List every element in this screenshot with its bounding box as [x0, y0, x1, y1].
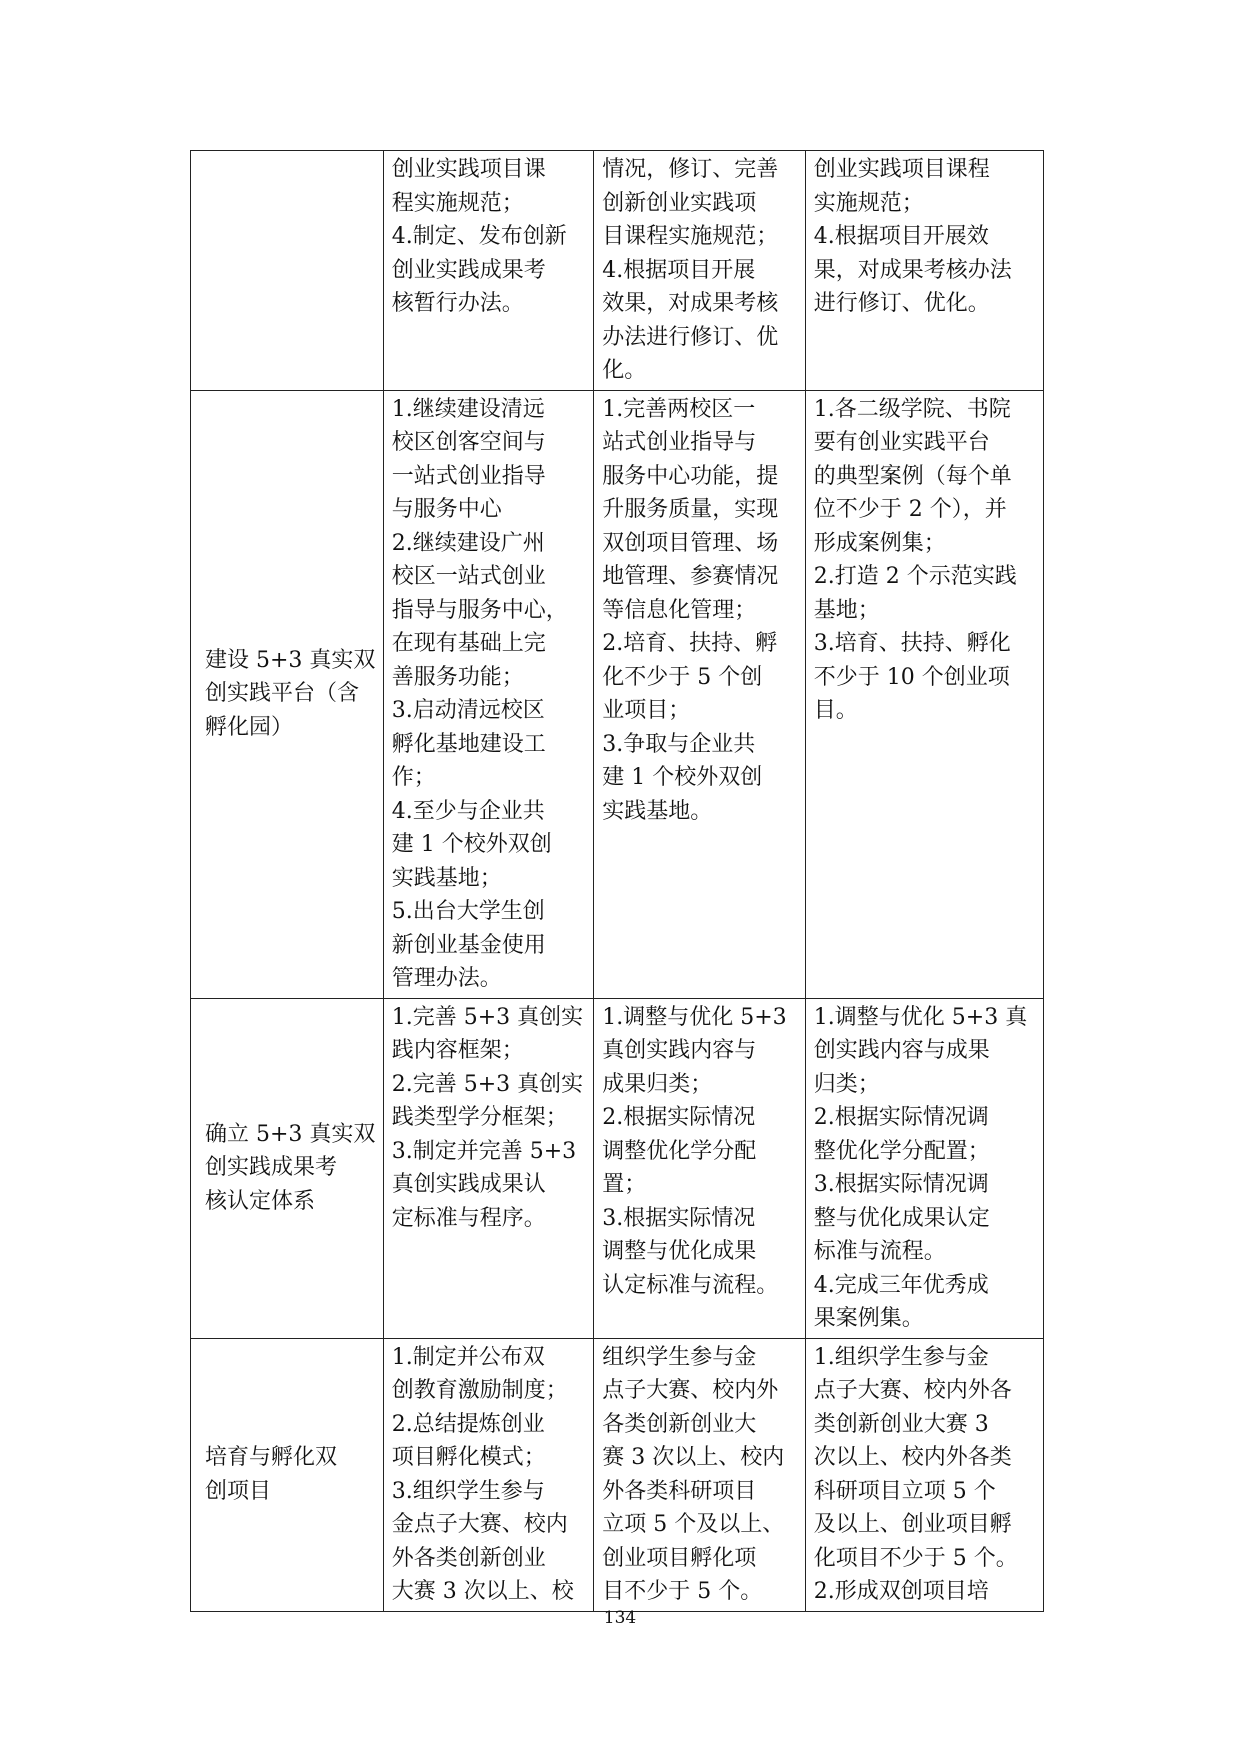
cell-line: 1.继续建设清远 [391, 396, 545, 422]
cell-line: 1.组织学生参与金 [813, 1344, 989, 1370]
cell-line: 指导与服务中心， [391, 597, 568, 623]
cell-line: 校区创客空间与 [391, 430, 546, 455]
cell-line: 3.启动清远校区 [391, 698, 545, 723]
cell-line: 基地； [813, 597, 880, 623]
cell-line: 项目孵化模式； [391, 1445, 546, 1470]
cell-line: 创业实践项目课程 [813, 157, 990, 182]
cell-line: 地管理、参赛情况 [602, 564, 779, 589]
cell-line: 化不少于 5 个创 [602, 664, 763, 690]
cell-line: 4.至少与企业共 [391, 798, 545, 824]
content-cell-col2 [594, 998, 806, 1338]
cell-line: 建设 5+3 真实双 [205, 647, 376, 673]
cell-line: 程实施规范； [391, 190, 524, 216]
cell-line: 情况，修订、完善 [602, 157, 779, 182]
cell-line: 1.完善 5+3 真创实 [391, 1004, 584, 1030]
cell-line: 置； [602, 1172, 647, 1197]
cell-line: 2.总结提炼创业 [391, 1411, 545, 1437]
cell-line: 创教育激励制度； [391, 1378, 568, 1403]
cell-line: 不少于 10 个创业项 [813, 664, 1010, 690]
cell-line: 组织学生参与金 [602, 1344, 757, 1370]
cell-line: 外各类科研项目 [602, 1478, 757, 1504]
cell-line: 标准与流程。 [813, 1239, 946, 1264]
cell-line: 定标准与程序。 [391, 1205, 546, 1231]
cell-line: 点子大赛、校内外 [602, 1378, 779, 1403]
cell-line: 4.根据项目开展效 [813, 224, 989, 249]
cell-line: 建 1 个校外双创 [602, 765, 763, 790]
cell-line: 办法进行修订、优 [602, 324, 779, 350]
content-cell-col1 [383, 1338, 593, 1611]
cell-line: 2.形成双创项目培 [813, 1579, 989, 1604]
table-row [191, 390, 1044, 998]
content-cell-col2 [594, 151, 806, 391]
cell-line: 认定标准与流程。 [602, 1272, 779, 1298]
cell-line: 1.制定并公布双 [391, 1344, 545, 1370]
cell-line: 创业项目孵化项 [602, 1545, 757, 1571]
row-label-cell [191, 151, 384, 391]
cell-line: 善服务功能； [391, 664, 524, 690]
cell-line: 外各类创新创业 [391, 1545, 546, 1571]
content-cell-col3 [805, 998, 1043, 1338]
row-label-cell [191, 998, 384, 1338]
table-body [191, 151, 1044, 1612]
cell-line: 化。 [602, 358, 647, 383]
cell-line: 3.争取与企业共 [602, 731, 756, 757]
cell-line: 调整优化学分配 [602, 1138, 757, 1164]
cell-line: 核认定体系 [205, 1188, 316, 1214]
cell-line: 与服务中心 [391, 497, 502, 522]
cell-line: 3.根据实际情况调 [813, 1172, 989, 1197]
content-cell-col3 [805, 151, 1043, 391]
cell-line: 4.完成三年优秀成 [813, 1272, 989, 1298]
cell-line: 站式创业指导与 [602, 430, 757, 455]
cell-line: 新创业基金使用 [391, 932, 546, 958]
cell-line: 升服务质量，实现 [602, 497, 779, 522]
content-cell-col1 [383, 390, 593, 998]
cell-line: 创项目 [205, 1478, 272, 1504]
cell-line: 5.出台大学生创 [391, 899, 545, 924]
cell-line: 1.完善两校区一 [602, 396, 756, 422]
cell-line: 化项目不少于 5 个。 [813, 1545, 1018, 1571]
cell-line: 2.根据实际情况 [602, 1105, 756, 1130]
cell-line: 4.制定、发布创新 [391, 224, 567, 249]
cell-line: 创新创业实践项 [602, 190, 757, 216]
cell-line: 类创新创业大赛 3 [813, 1411, 989, 1437]
cell-line: 实践基地； [391, 865, 502, 891]
page-number: 134 [603, 1608, 637, 1628]
cell-line: 2.继续建设广州 [391, 530, 545, 556]
cell-line: 实践基地。 [602, 798, 713, 824]
cell-line: 科研项目立项 5 个 [813, 1478, 996, 1504]
cell-line: 孵化基地建设工 [391, 731, 546, 757]
cell-line: 一站式创业指导 [391, 463, 546, 489]
cell-line: 管理办法。 [391, 966, 502, 991]
cell-line: 作； [391, 765, 436, 790]
cell-line: 孵化园） [205, 714, 294, 740]
cell-line: 1.各二级学院、书院 [813, 396, 1011, 422]
cell-line: 整与优化成果认定 [813, 1205, 990, 1231]
cell-line: 2.完善 5+3 真创实 [391, 1071, 584, 1097]
cell-line: 4.根据项目开展 [602, 257, 756, 283]
cell-line: 目课程实施规范； [602, 224, 779, 249]
cell-line: 2.根据实际情况调 [813, 1105, 989, 1130]
cell-line: 创实践平台（含 [205, 681, 360, 707]
cell-line: 3.制定并完善 5+3 [391, 1138, 577, 1164]
cell-line: 各类创新创业大 [602, 1411, 757, 1437]
cell-line: 位不少于 2 个），并 [813, 497, 1007, 522]
cell-line: 进行修订、优化。 [813, 291, 990, 316]
cell-line: 双创项目管理、场 [602, 530, 779, 556]
cell-line: 践类型学分框架； [391, 1105, 568, 1130]
cell-line: 1.调整与优化 5+3 [602, 1004, 787, 1030]
cell-line: 创业实践项目课 [391, 157, 546, 182]
content-cell-col2 [594, 1338, 806, 1611]
table-row [191, 151, 1044, 391]
cell-line: 3.培育、扶持、孵化 [813, 631, 1011, 656]
row-label-cell [191, 1338, 384, 1611]
cell-line: 践内容框架； [391, 1038, 524, 1063]
cell-line: 3.组织学生参与 [391, 1478, 545, 1504]
cell-line: 果案例集。 [813, 1306, 924, 1331]
cell-line: 在现有基础上完 [391, 631, 546, 656]
cell-line: 2.培育、扶持、孵 [602, 631, 778, 656]
cell-line: 确立 5+3 真实双 [205, 1121, 376, 1147]
cell-line: 创实践成果考 [205, 1155, 338, 1181]
cell-line: 金点子大赛、校内 [391, 1512, 568, 1537]
cell-line: 2.打造 2 个示范实践 [813, 564, 1017, 589]
content-cell-col3 [805, 390, 1043, 998]
cell-line: 赛 3 次以上、校内 [602, 1445, 785, 1470]
content-cell-col1 [383, 998, 593, 1338]
cell-line: 创业实践成果考 [391, 257, 546, 283]
cell-line: 服务中心功能，提 [602, 463, 779, 489]
cell-line: 果，对成果考核办法 [813, 257, 1012, 283]
content-cell-col3 [805, 1338, 1043, 1611]
cell-line: 目不少于 5 个。 [602, 1579, 763, 1604]
cell-line: 等信息化管理； [602, 597, 757, 623]
cell-line: 培育与孵化双 [205, 1445, 338, 1470]
cell-line: 要有创业实践平台 [813, 430, 990, 455]
cell-line: 1.调整与优化 5+3 真 [813, 1004, 1028, 1030]
content-cell-col1 [383, 151, 593, 391]
cell-line: 业项目； [602, 698, 691, 723]
cell-line: 成果归类； [602, 1071, 713, 1097]
cell-line: 整优化学分配置； [813, 1138, 990, 1164]
content-cell-col2 [594, 390, 806, 998]
cell-line: 核暂行办法。 [391, 291, 524, 316]
cell-line: 立项 5 个及以上、 [602, 1512, 785, 1537]
cell-line: 实施规范； [813, 190, 924, 216]
cell-line: 大赛 3 次以上、校 [391, 1579, 574, 1604]
cell-line: 3.根据实际情况 [602, 1205, 756, 1231]
cell-line: 点子大赛、校内外各 [813, 1378, 1012, 1403]
table-row [191, 998, 1044, 1338]
cell-line: 调整与优化成果 [602, 1239, 757, 1264]
cell-line: 的典型案例（每个单 [813, 463, 1012, 489]
cell-line: 及以上、创业项目孵 [813, 1512, 1012, 1537]
cell-line: 校区一站式创业 [391, 564, 546, 589]
cell-line: 效果，对成果考核 [602, 291, 779, 316]
table-row [191, 1338, 1044, 1611]
cell-line: 目。 [813, 698, 858, 723]
cell-line: 真创实践成果认 [391, 1172, 546, 1197]
cell-line: 形成案例集； [813, 530, 946, 556]
cell-line: 归类； [813, 1071, 880, 1097]
cell-line: 创实践内容与成果 [813, 1038, 990, 1063]
cell-line: 建 1 个校外双创 [391, 832, 552, 857]
row-label-cell [191, 390, 384, 998]
cell-line: 次以上、校内外各类 [813, 1445, 1012, 1470]
cell-line: 真创实践内容与 [602, 1038, 757, 1063]
plan-table [190, 150, 1044, 1612]
